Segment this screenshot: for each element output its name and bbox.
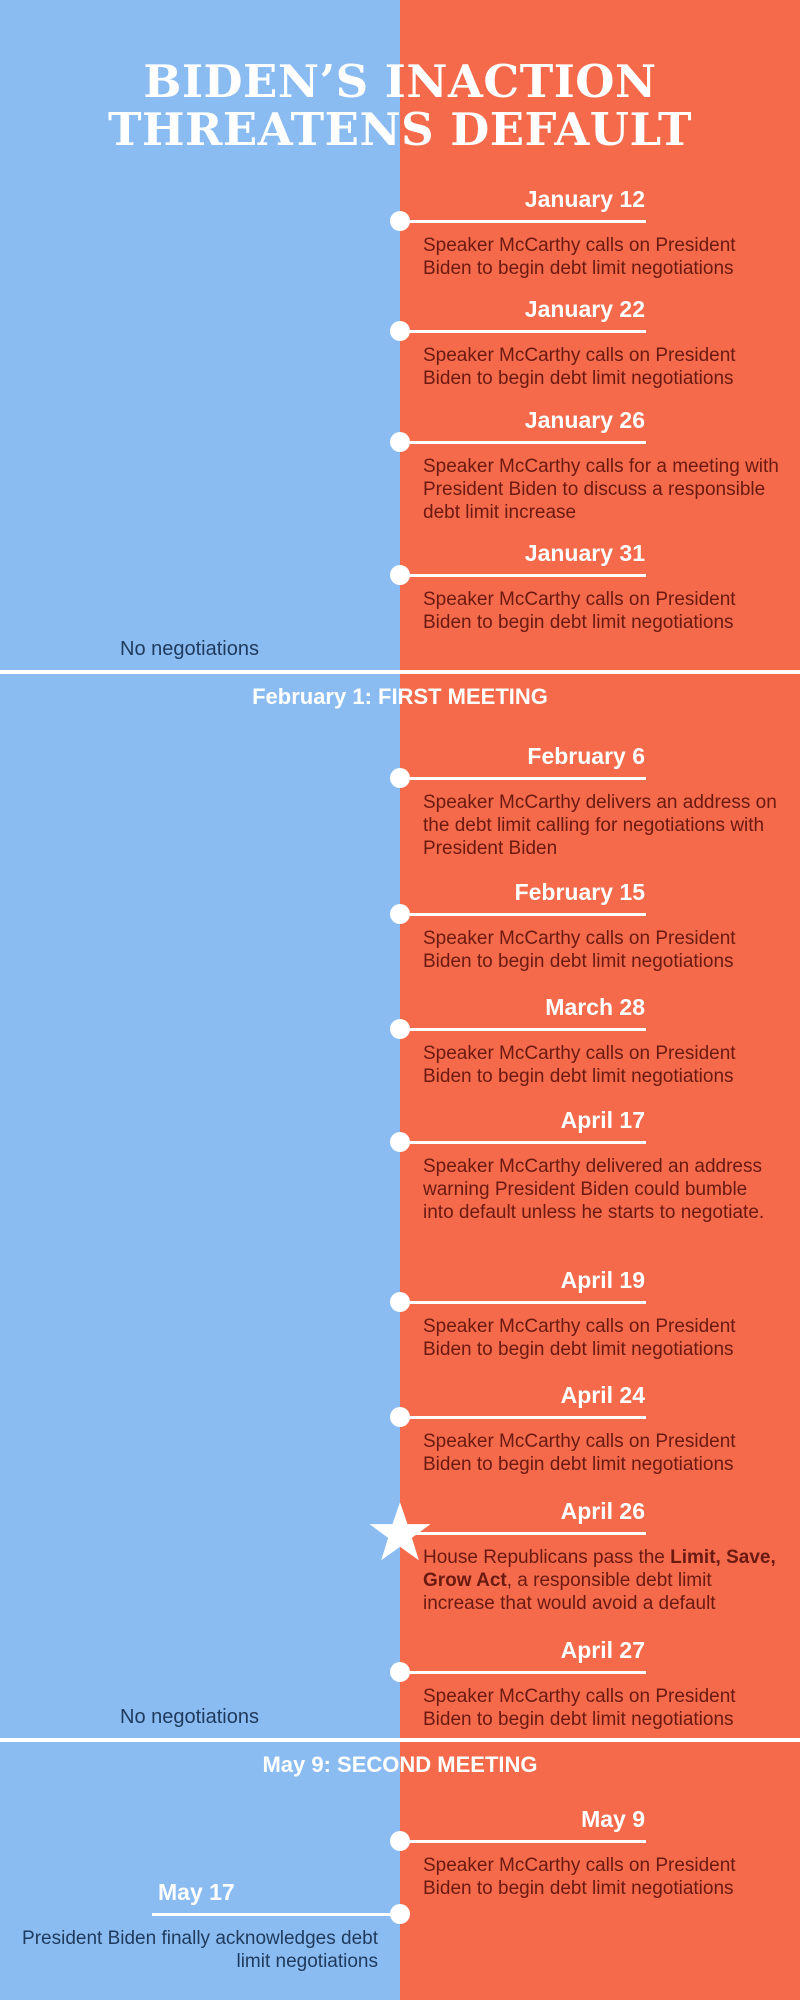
event-description: Speaker McCarthy calls on President Biden to begin debt limit negotiations <box>423 235 736 279</box>
no-negotiations-label: No negotiations <box>120 638 259 660</box>
event-description: President Biden finally acknowledges debt limit negotiations <box>22 1928 378 1972</box>
event-description-text: House Republicans pass the <box>423 1547 671 1568</box>
timeline-dot <box>390 1831 410 1851</box>
event-description <box>423 1546 783 1615</box>
timeline-dot <box>390 768 410 788</box>
event-rule <box>400 1840 646 1843</box>
event-date: May 17 <box>158 1879 235 1905</box>
event-rule <box>400 574 646 577</box>
event-description: Speaker McCarthy calls on President Biden to begin debt limit negotiations <box>423 589 736 633</box>
timeline-dot <box>390 432 410 452</box>
page-title <box>0 55 800 156</box>
event-description: Speaker McCarthy calls on President Biden to begin debt limit negotiations <box>423 1431 736 1475</box>
no-negotiations-label: No negotiations <box>120 1706 259 1728</box>
title-line-1: BIDEN’S INACTION <box>143 55 657 108</box>
event-rule <box>400 1141 646 1144</box>
event-description: Speaker McCarthy calls on President Biden to begin debt limit negotiations <box>423 1855 736 1899</box>
event-date: April 26 <box>560 1498 645 1524</box>
event-description: Speaker McCarthy calls for a meeting with President Biden to discuss a responsible debt limit increase <box>423 456 779 523</box>
event-rule <box>400 1416 646 1419</box>
timeline-dot <box>390 321 410 341</box>
event-rule <box>400 330 646 333</box>
timeline-dot <box>390 1662 410 1682</box>
timeline-dot <box>390 1019 410 1039</box>
event-date: January 12 <box>524 186 645 212</box>
event-date: March 28 <box>545 994 645 1020</box>
event-description: Speaker McCarthy delivers an address on the debt limit calling for negotiations with President Biden <box>423 792 777 859</box>
timeline-dot <box>390 1132 410 1152</box>
event-date: April 27 <box>560 1637 645 1663</box>
timeline-dot <box>390 1292 410 1312</box>
event-rule <box>152 1913 400 1916</box>
event-description-text: , a responsible debt limit increase that would avoid a default <box>423 1570 716 1614</box>
meeting-label: May 9: SECOND MEETING <box>262 1752 538 1777</box>
event-rule <box>400 441 646 444</box>
event-rule <box>400 1028 646 1031</box>
event-rule <box>400 220 646 223</box>
event-rule <box>400 913 646 916</box>
timeline-dot <box>390 1407 410 1427</box>
event-rule <box>400 1532 646 1535</box>
event-description: Speaker McCarthy calls on President Biden to begin debt limit negotiations <box>423 1316 736 1360</box>
event-date: January 26 <box>524 407 645 433</box>
event-date: April 19 <box>560 1267 645 1293</box>
event-rule <box>400 777 646 780</box>
event-rule <box>400 1301 646 1304</box>
event-date: April 24 <box>560 1382 645 1408</box>
timeline-dot <box>390 565 410 585</box>
event-description: Speaker McCarthy calls on President Biden to begin debt limit negotiations <box>423 1686 736 1730</box>
event-description: Speaker McCarthy calls on President Biden to begin debt limit negotiations <box>423 928 736 972</box>
event-description: Speaker McCarthy delivered an address warning President Biden could bumble into default unless he starts to negotiate. <box>423 1156 765 1223</box>
event-date: February 15 <box>514 879 645 905</box>
section-divider <box>0 670 800 674</box>
event-description: Speaker McCarthy calls on President Biden to begin debt limit negotiations <box>423 1043 736 1087</box>
title-line-2: THREATENS DEFAULT <box>108 103 692 156</box>
event-date: May 9 <box>581 1806 645 1832</box>
timeline-dot <box>390 1904 410 1924</box>
event-description: Speaker McCarthy calls on President Biden to begin debt limit negotiations <box>423 345 736 389</box>
timeline-dot <box>390 211 410 231</box>
meeting-label: February 1: FIRST MEETING <box>252 684 548 709</box>
event-date: February 6 <box>527 743 645 769</box>
timeline-dot <box>390 904 410 924</box>
section-divider <box>0 1738 800 1742</box>
act-name: Limit, Save, Grow Act <box>423 1547 776 1591</box>
event-date: January 31 <box>524 540 645 566</box>
event-rule <box>400 1671 646 1674</box>
event-date: April 17 <box>560 1107 645 1133</box>
event-date: January 22 <box>524 296 645 322</box>
